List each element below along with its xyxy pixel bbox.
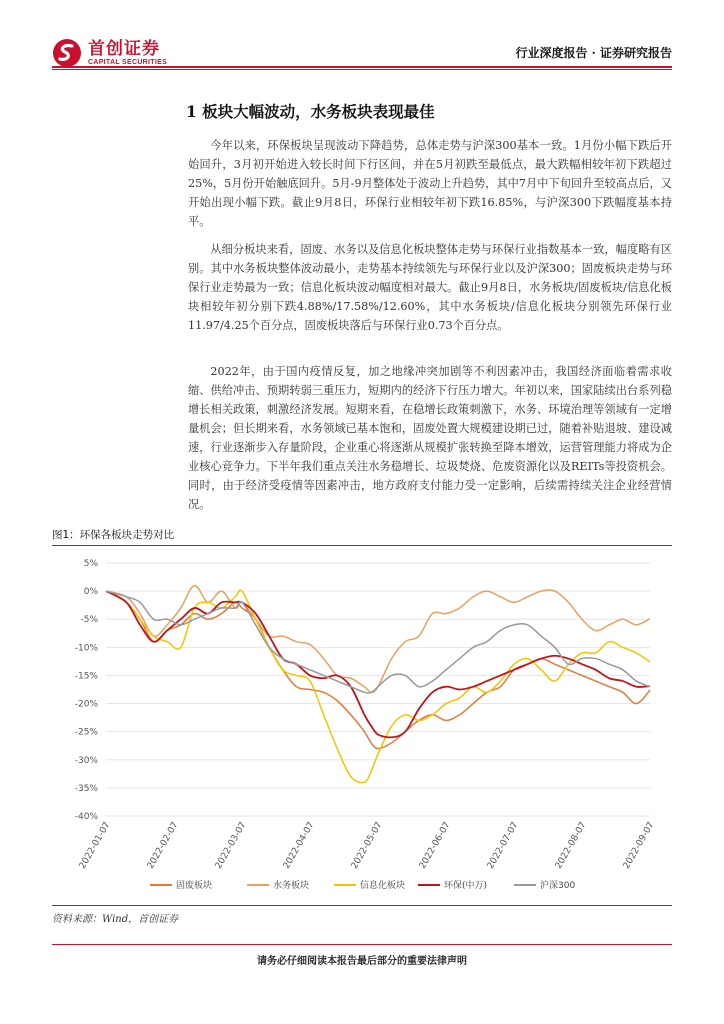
section-title: 1 板块大幅波动，水务板块表现最佳 — [186, 102, 435, 121]
y-tick-label: -20% — [74, 699, 98, 710]
x-tick-label: 2022-03-07 — [213, 820, 249, 871]
legal-disclaimer: 请务必仔细阅读本报告最后部分的重要法律声明 — [257, 956, 467, 967]
x-tick-label: 2022-04-07 — [281, 820, 317, 871]
y-tick-label: -10% — [74, 643, 98, 654]
legend-label: 固废板块 — [176, 881, 213, 891]
x-axis-ticks — [78, 821, 657, 871]
y-tick-label: 5% — [83, 559, 98, 569]
y-tick-label: -35% — [74, 783, 98, 794]
series-line-0 — [106, 591, 650, 748]
paragraph-3-text: 2022年，由于国内疫情反复，加之地缘冲突加剧等不利因素冲击，我国经济面临着需求收缩、供给冲击、预期转弱三重压力，短期内的经济下行压力增大。年初以来，国家陆续出台系列稳增长相关政策，刺激经济发展。短期来看，在稳增长政策刺激下，水务、环境治理等领域有一定增量机会；但长期来看，水务领域已基本饱和，固废处置大规模建设期已过，随着补贴退坡、建设减速，行业逐渐步入存量阶段，企业重心将逐渐从规模扩张转换至降本增效，运营管理能力将成为企业核心竞争力。下半年我们重点关注水务稳增长、垃圾焚烧、危废资源化以及REITs等投资机会。同时，由于经济受疫情等因素冲击，地方政府支付能力受一定影响，后续需持续关注企业经营情况。 — [188, 365, 672, 511]
legend-label: 环保(中万) — [444, 881, 488, 891]
y-tick-label: -15% — [74, 671, 98, 682]
capital-securities-logo-icon — [52, 38, 82, 68]
x-tick-label: 2022-07-07 — [485, 820, 521, 871]
paragraph-1 — [188, 136, 672, 231]
legend-label: 水务板块 — [273, 881, 310, 891]
y-tick-label: 0% — [83, 587, 98, 598]
legend-label: 沪深300 — [540, 881, 576, 891]
footer-divider — [52, 944, 672, 945]
x-tick-label: 2022-08-07 — [553, 820, 589, 871]
x-tick-label: 2022-01-07 — [77, 820, 113, 871]
chart-series — [106, 585, 650, 782]
y-axis-ticks — [75, 559, 99, 822]
series-line-4 — [106, 591, 650, 693]
y-tick-label: -25% — [74, 727, 98, 738]
figure-source: 资料来源：Wind，首创证券 — [52, 914, 179, 925]
header-divider — [52, 66, 672, 68]
legend-label: 信息化板块 — [360, 881, 406, 891]
company-logo — [52, 38, 167, 68]
y-tick-label: -5% — [80, 615, 98, 626]
x-tick-label: 2022-05-07 — [349, 820, 385, 871]
figure-caption: 图1：环保各板块走势对比 — [52, 529, 175, 541]
x-tick-label: 2022-09-07 — [621, 820, 657, 871]
series-line-1 — [106, 585, 650, 692]
paragraph-2 — [188, 240, 672, 335]
chart-gridlines — [106, 563, 650, 816]
chart-legend — [150, 879, 575, 891]
paragraph-3 — [188, 362, 672, 514]
report-type: 行业深度报告 · 证券研究报告 — [515, 46, 672, 60]
x-tick-label: 2022-06-07 — [417, 820, 453, 871]
paragraph-2-text: 从细分板块来看，固废、水务以及信息化板块整体走势与环保行业指数基本一致，幅度略有区别。其中水务板块整体波动最小，走势基本持续领先与环保行业以及沪深300；固废板块走势与环保行业走势最为一致；信息化板块波动幅度相对最大。截止9月8日，水务板块/固废板块/信息化板块相较年初分别下跌4.88%/17.58%/12.60%，其中水务板块/信息化板块分别领先环保行业11.97/4.25个百分点，固废板块落后与环保行业0.73个百分点。 — [188, 243, 672, 332]
y-tick-label: -40% — [74, 812, 98, 822]
figure-bottom-rule — [52, 905, 672, 906]
sector-trend-chart — [52, 548, 672, 903]
x-tick-label: 2022-02-07 — [145, 820, 181, 871]
y-tick-label: -30% — [74, 755, 98, 766]
header-divider-thin — [52, 69, 672, 70]
logo-chinese-name: 首创证券 — [88, 38, 160, 59]
paragraph-1-text: 今年以来，环保板块呈现波动下降趋势，总体走势与沪深300基本一致。1月份小幅下跌后开始回升，3月初开始进入较长时间下行区间，并在5月初跌至最低点，最大跌幅相较年初下跌超过25%，5月份开始触底回升。5月-9月整体处于波动上升趋势，其中7月中下旬回升至较高点后，又开始出现小幅下跌。截止9月8日，环保行业相较年初下跌16.85%，与沪深300下跌幅度基本持平。 — [188, 139, 672, 228]
logo-english-name: CAPITAL SECURITIES — [88, 58, 168, 66]
figure-top-rule — [52, 545, 672, 546]
